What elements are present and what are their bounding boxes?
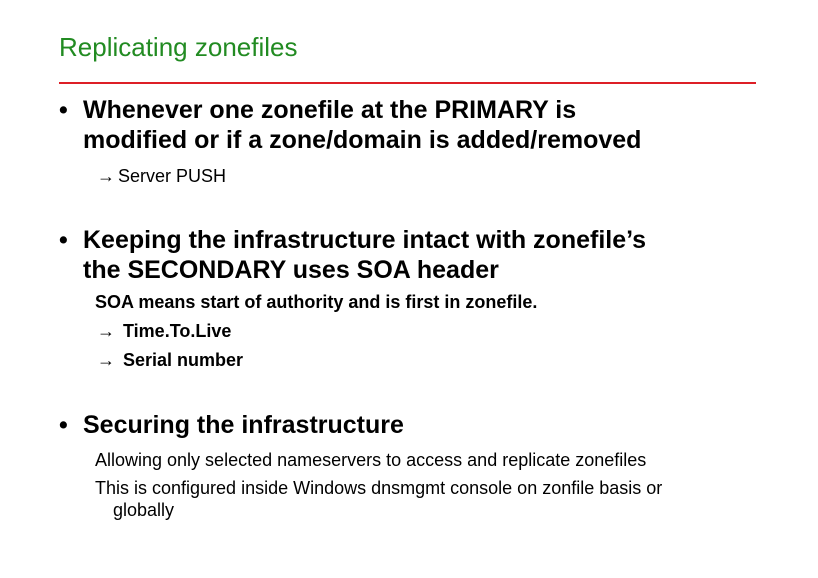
- sub-item-text: Server PUSH: [118, 166, 227, 186]
- sub-item-text: This is configured inside Windows dnsmgmt console on zonfile basis or: [95, 478, 663, 498]
- arrow-right-icon: →: [97, 350, 115, 370]
- bullet-1: [59, 95, 641, 155]
- sub-item-text: Serial number: [118, 350, 244, 370]
- bullet-2-sub-2: [97, 320, 231, 342]
- bullet-3: [59, 410, 404, 440]
- bullet-1-line-1: Whenever one zonefile at the PRIMARY is: [83, 96, 577, 124]
- slide-title: Replicating zonefiles: [59, 32, 298, 62]
- arrow-right-icon: →: [97, 166, 115, 186]
- sub-item-text: globally: [113, 500, 175, 520]
- sub-item-text: SOA means start of authority and is first in zonefile.: [95, 292, 538, 312]
- bullet-1-sub-1: [97, 165, 226, 187]
- bullet-3-sub-3: [113, 499, 174, 521]
- bullet-dot: •: [59, 226, 68, 254]
- bullet-dot: •: [59, 411, 68, 439]
- bullet-2: [59, 225, 646, 285]
- bullet-3-line-1: Securing the infrastructure: [83, 411, 404, 439]
- bullet-2-sub-1: [95, 291, 537, 313]
- title-underline-rule: [59, 82, 756, 84]
- sub-item-text: Allowing only selected nameservers to access and replicate zonefiles: [95, 450, 647, 470]
- bullet-3-sub-1: [95, 449, 646, 471]
- sub-item-text: Time.To.Live: [118, 321, 232, 341]
- bullet-2-line-2: the SECONDARY uses SOA header: [83, 256, 499, 284]
- arrow-right-icon: →: [97, 321, 115, 341]
- bullet-1-line-2: modified or if a zone/domain is added/removed: [83, 126, 642, 154]
- bullet-3-sub-2: [95, 477, 662, 499]
- bullet-2-sub-3: [97, 349, 243, 371]
- bullet-2-line-1: Keeping the infrastructure intact with zonefile’s: [83, 226, 647, 254]
- bullet-dot: •: [59, 96, 68, 124]
